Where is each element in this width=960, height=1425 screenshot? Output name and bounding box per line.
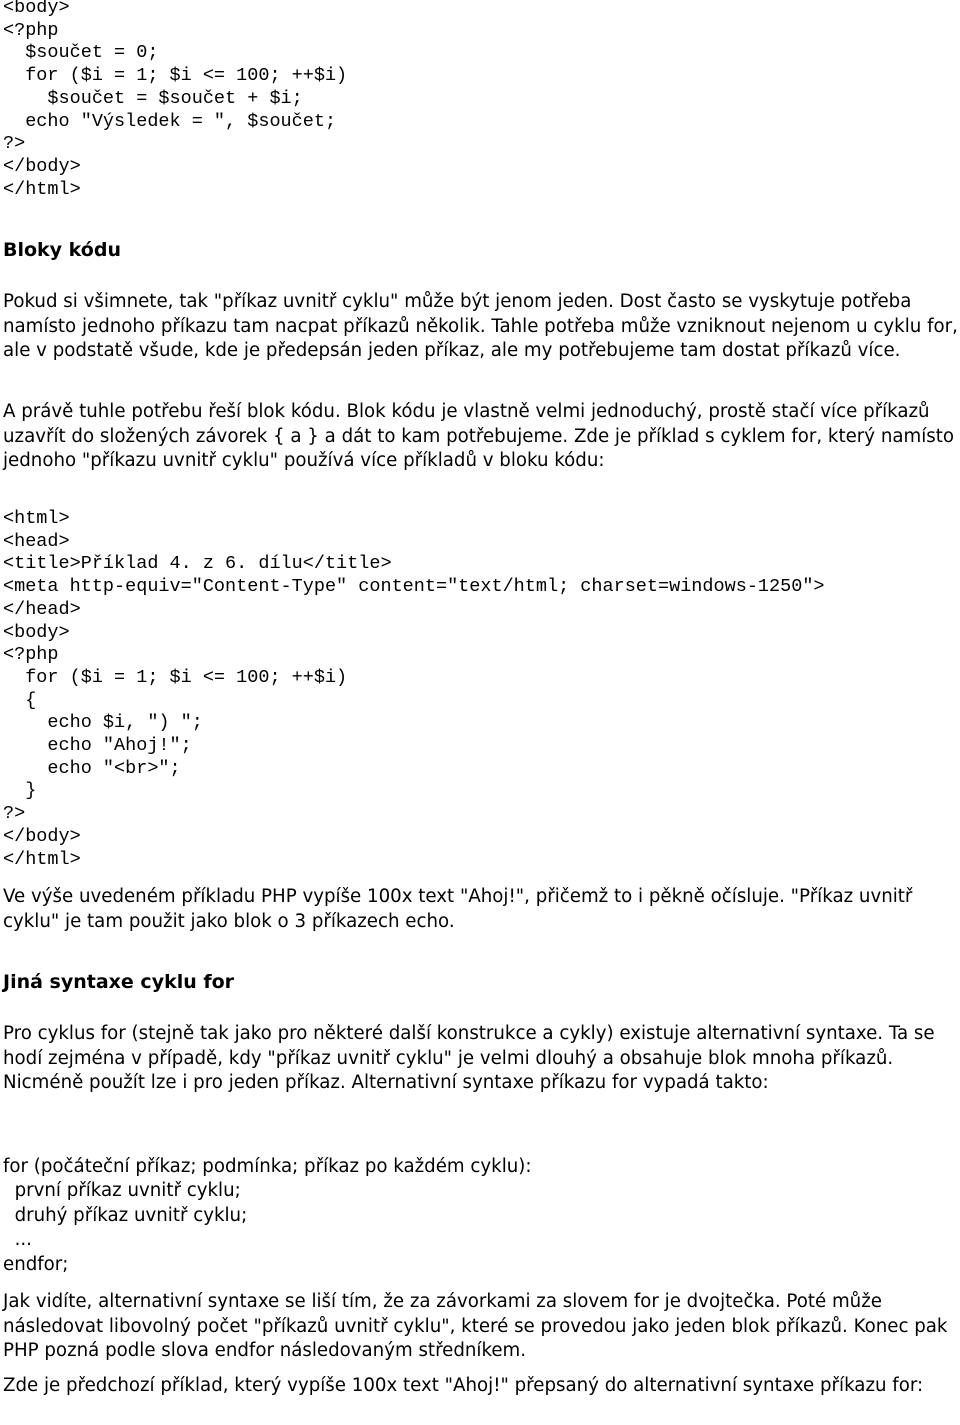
paragraph-blocks-explanation: A právě tuhle potřebu řeší blok kódu. Blok kódu je vlastně velmi jednoduchý, prostě stačí více příkazů uzavřít do složených závorek { a } a dát to kam potřebujeme. Zde je příklad s cyklem for, který namísto jednoho "příkazu uvnitř cyklu" používá více příkladů v bloku kódu: — [3, 401, 954, 472]
heading-code-blocks: Bloky kódu — [3, 239, 121, 261]
paragraph-rewritten-example: Zde je předchozí příklad, který vypíše 100x text "Ahoj!" přepsaný do alternativní syntaxe příkazu for: — [3, 1375, 924, 1396]
paragraph-alternative-explanation: Jak vidíte, alternativní syntaxe se liší tím, že za závorkami za slovem for je dvojtečka. Poté může následovat libovolný počet "příkazů uvnitř cyklu", které se provedou jako jeden blok příkazů. Konec pak PHP pozná podle slova endfor následovaným středníkem. — [3, 1291, 948, 1362]
heading-alternative-syntax: Jiná syntaxe cyklu for — [3, 971, 235, 993]
paragraph-blocks-intro: Pokud si všimnete, tak "příkaz uvnitř cyklu" může být jenom jeden. Dost často se vyskytuje potřeba namísto jednoho příkazu tam nacpat příkazů několik. Tahle potřeba může vzniknout nejenom u cyklu for, ale v podstatě všude, kde je předepsán jeden příkaz, ale my potřebujeme tam dostat příkazů více. — [3, 291, 958, 362]
code-listing-block-example: <html> <head> <title>Příklad 4. z 6. dílu</title> <meta http-equiv="Content-Type" content="text/html; charset=windows-1250"> </head> <body> <?php for ($i = 1; $i <= 100; ++$i) { echo $i, ") "; echo "Ahoj!"; echo "<br>"; } ?> </body> </html> — [3, 508, 825, 870]
code-listing-sum: <body> <?php $součet = 0; for ($i = 1; $i <= 100; ++$i) $součet = $součet + $i; echo "Výsledek = ", $součet; ?> </body> </html> — [3, 0, 348, 200]
paragraph-example-result: Ve výše uvedeném příkladu PHP vypíše 100x text "Ahoj!", přičemž to i pěkně očísluje. "Příkaz uvnitř cyklu" je tam použit jako blok o 3 příkazech echo. — [3, 886, 913, 932]
paragraph-alternative-intro: Pro cyklus for (stejně tak jako pro některé další konstrukce a cykly) existuje alternativní syntaxe. Ta se hodí zejména v případě, kdy "příkaz uvnitř cyklu" je velmi dlouhý a obsahuje blok mnoha příkazů. Nicméně použít lze i pro jeden příkaz. Alternativní syntaxe příkazu for vypadá takto: — [3, 1023, 935, 1094]
alternative-syntax-listing: for (počáteční příkaz; podmínka; příkaz po každém cyklu): první příkaz uvnitř cyklu; druhý příkaz uvnitř cyklu; ... endfor; — [3, 1156, 532, 1275]
